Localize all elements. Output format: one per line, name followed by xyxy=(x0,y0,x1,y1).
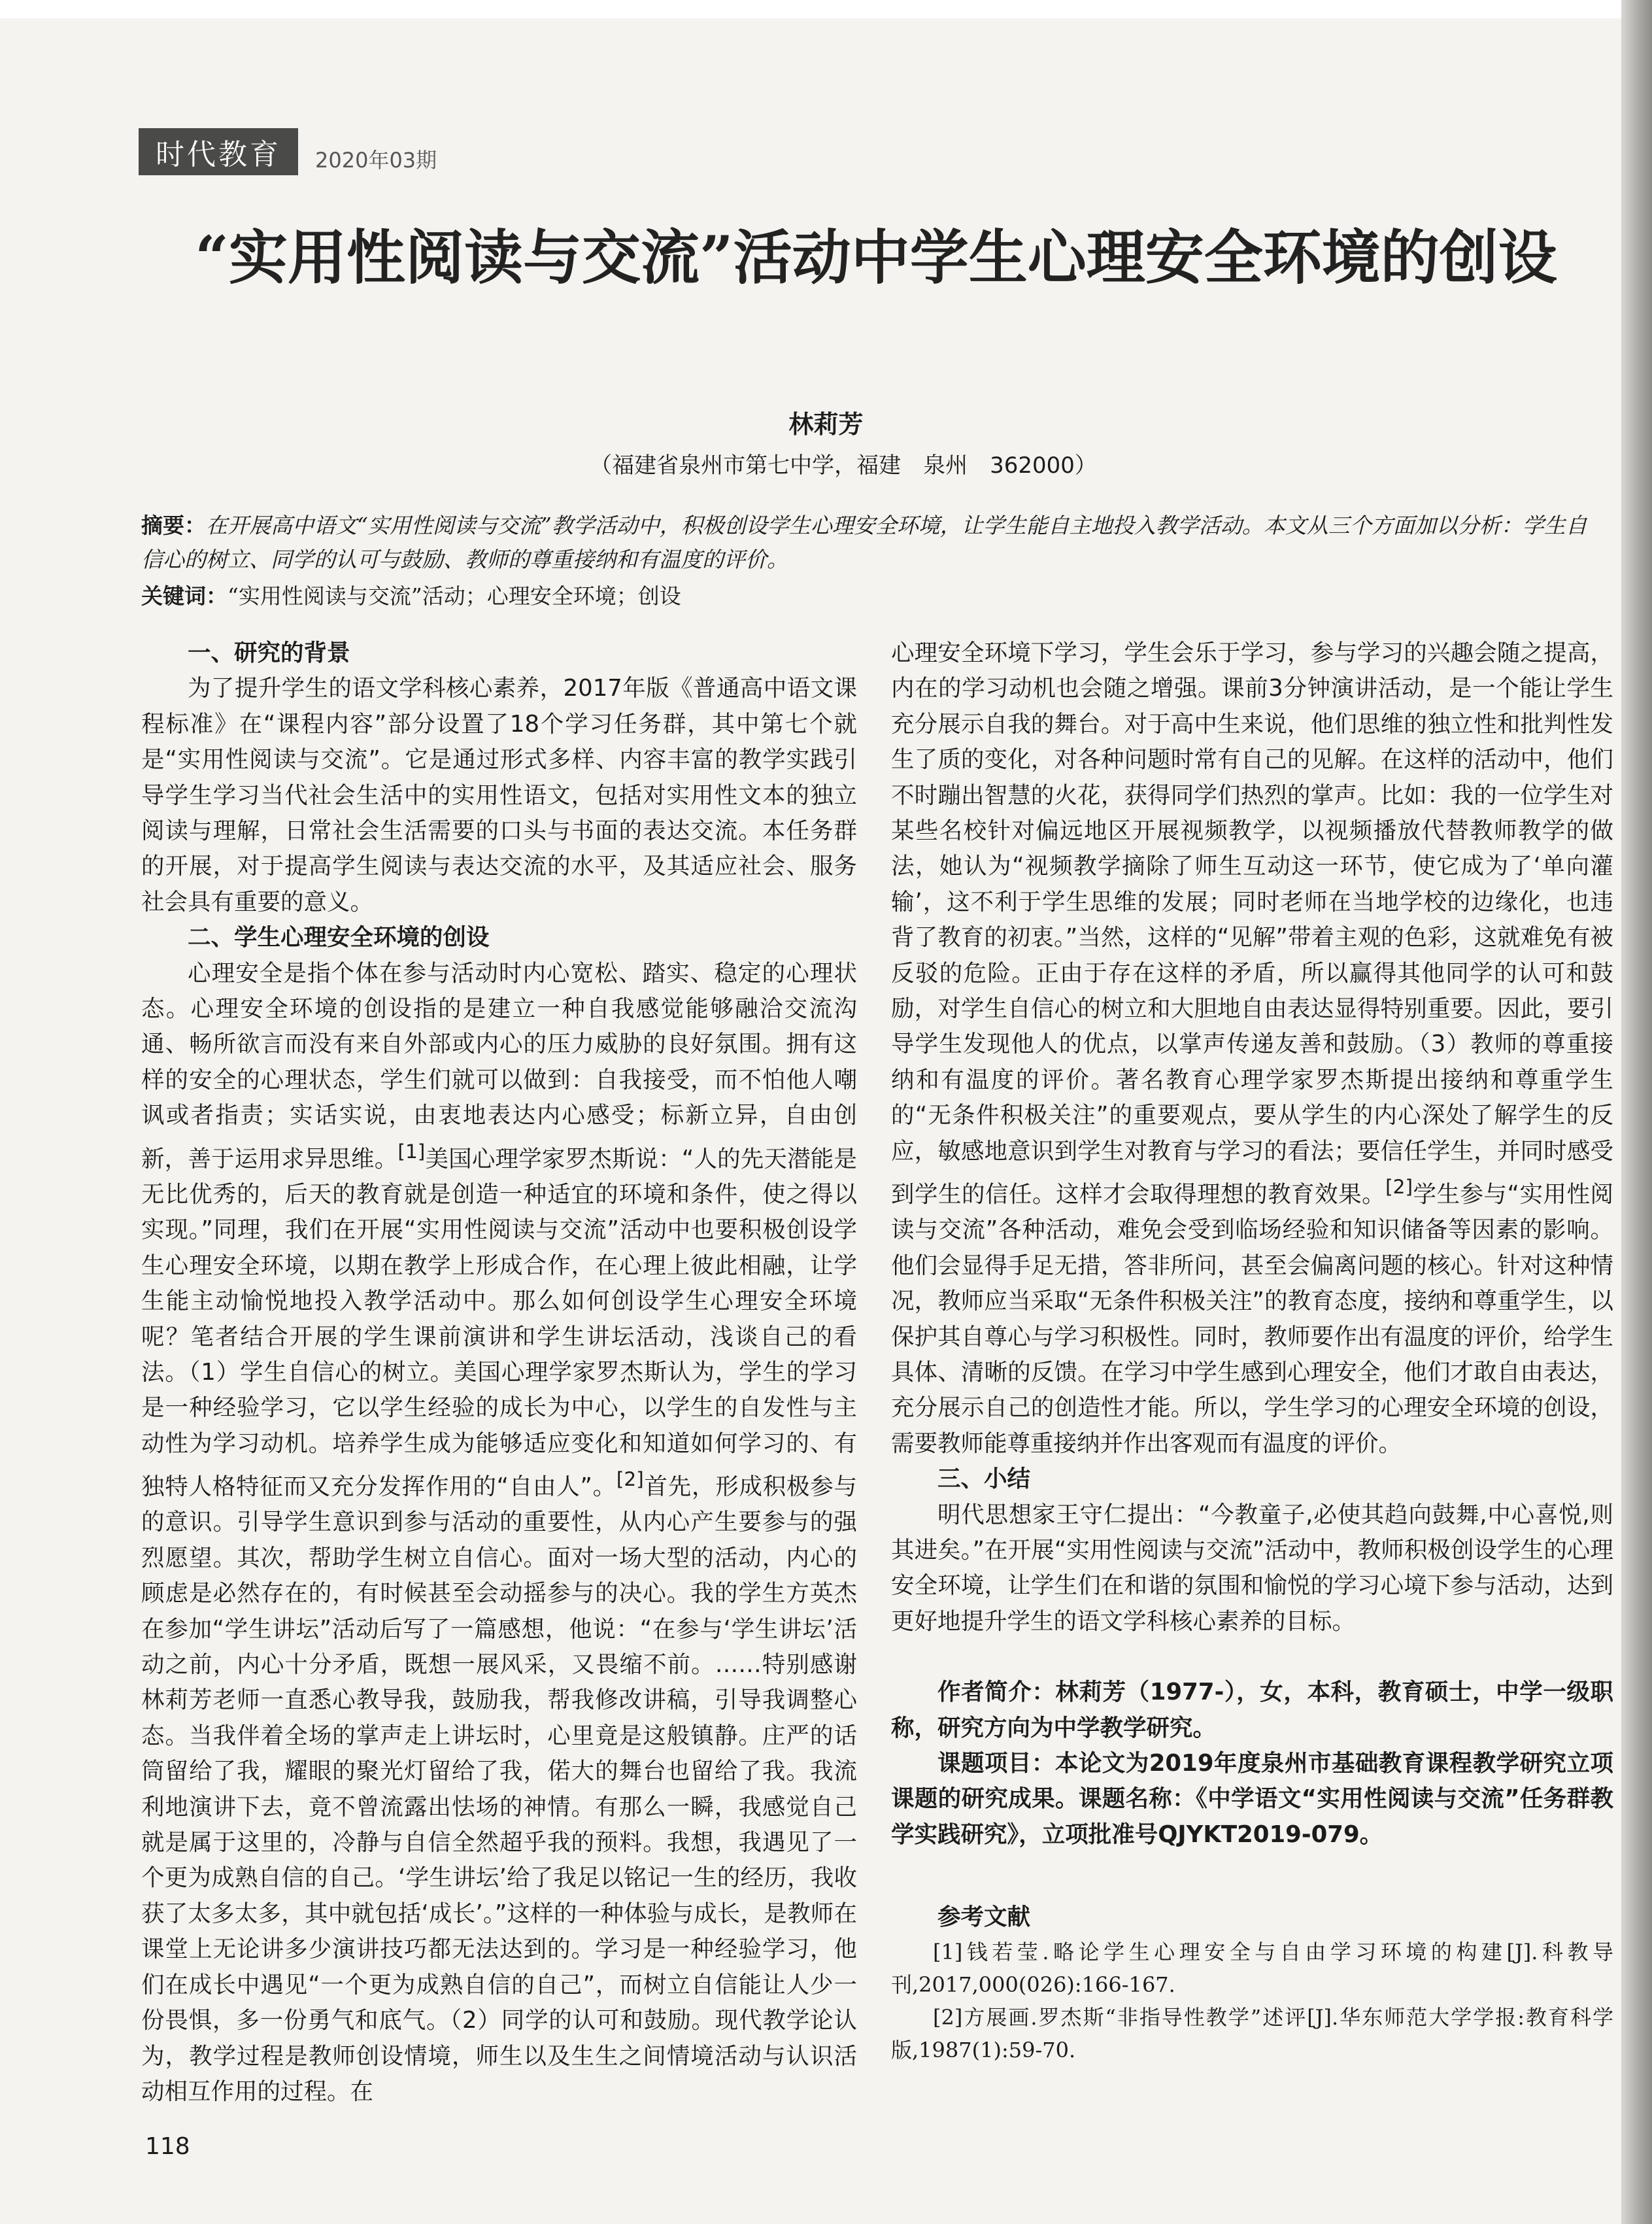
paragraph-text: 首先，形成积极参与的意识。引导学生意识到参与活动的重要性，从内心产生要参与的强烈愿望。其次，帮助学生树立自信心。面对一场大型的活动，内心的顾虑是必然存在的，有时候甚至会动摇参与的决心。我的学生方英杰在参加“学生讲坛”活动后写了一篇感想，他说：“在参与‘学生讲坛’活动之前，内心十分矛盾，既想一展风采，又畏缩不前。……特别感谢林莉芳老师一直悉心教导我，鼓励我，帮我修改讲稿，引导我调整心态。当我伴着全场的掌声走上讲坛时，心里竟是这般镇静。庄严的话筒留给了我，耀眼的聚光灯留给了我，偌大的舞台也留给了我。我流利地演讲下去，竟不曾流露出怯场的神情。有那么一瞬，我感觉自己就是属于这里的，冷静与自信全然超乎我的预料。我想，我遇见了一个更为成熟自信的自己。‘学生讲坛’给了我足以铭记一生的经历，我收获了太多太多，其中就包括‘成长’。”这样的一种体验与成长，是教师在课堂上无论讲多少演讲技巧都无法达到的。学习是一种经验学习，他们在成长中遇见“一个更为成熟自信的自己”，而树立自信能让人少一份畏惧，多一份勇气和底气。（2）同学的认可和鼓励。现代教学论认为，教学过程是教师创设情境，师生以及生生之间情境活动与认识活动相互作用的过程。在 xyxy=(141,1473,857,2105)
right-column xyxy=(891,636,1613,2066)
author-name: 林莉芳 xyxy=(788,410,864,439)
abstract-text: 在开展高中语文“实用性阅读与交流”教学活动中，积极创设学生心理安全环境，让学生能自主地投入教学活动。本文从三个方面加以分析：学生自信心的树立、同学的认可与鼓励、教师的尊重接纳和有温度的评价。 xyxy=(141,513,1587,572)
reference-item: [2]方展画.罗杰斯“非指导性教学”述评[J].华东师范大学学报:教育科学版,1987(1):59-70. xyxy=(891,2004,1613,2062)
journal-header xyxy=(139,128,437,175)
project-info: 课题项目：本论文为2019年度泉州市基础教育课程教学研究立项课题的研究成果。课题名称：《中学语文“实用性阅读与交流”任务群教学实践研究》，立项批准号QJYKT2019-079。 xyxy=(891,1750,1613,1848)
scan-top-edge xyxy=(0,0,1652,18)
section-heading-3: 三、小结 xyxy=(937,1465,1031,1493)
paragraph-summary: 明代思想家王守仁提出：“今教童子,必使其趋向鼓舞,中心喜悦,则其进矣。”在开展“实用性阅读与交流”活动中，教师积极创设学生的心理安全环境，让学生们在和谐的氛围和愉悦的学习心境下参与活动，达到更好地提升学生的语文学科核心素养的目标。 xyxy=(891,1501,1613,1635)
paragraph-text: 美国心理学家罗杰斯说：“人的先天潜能是无比优秀的，后天的教育就是创造一种适宜的环境和条件，使之得以实现。”同理，我们在开展“实用性阅读与交流”活动中也要积极创设学生心理安全环境，以期在教学上形成合作，在心理上彼此相融，让学生能主动愉悦地投入教学活动中。那么如何创设学生心理安全环境呢？笔者结合开展的学生课前演讲和学生讲坛活动，浅谈自己的看法。（1）学生自信心的树立。美国心理学家罗杰斯认为，学生的学习是一种经验学习，它以学生经验的成长为中心，以学生的自发性与主动性为学习动机。培养学生成为能够适应变化和知道如何学习的、有独特人格特征而又充分发挥作用的“自由人”。 xyxy=(141,1145,857,1500)
citation-marker: [1] xyxy=(397,1140,426,1163)
paragraph-background: 为了提升学生的语文学科核心素养，2017年版《普通高中语文课程标准》在“课程内容”部分设置了18个学习任务群，其中第七个就是“实用性阅读与交流”。它是通过形式多样、内容丰富的教学实践引导学生学习当代社会生活中的实用性语文，包括对实用性文本的独立阅读与理解，日常社会生活需要的口头与书面的表达交流。本任务群的开展，对于提高学生阅读与表达交流的水平，及其适应社会、服务社会具有重要的意义。 xyxy=(141,675,857,915)
references-heading: 参考文献 xyxy=(937,1904,1031,1931)
left-column xyxy=(141,636,857,2110)
keywords-text: “实用性阅读与交流”活动；心理安全环境；创设 xyxy=(228,583,681,609)
paragraph-text: 心理安全环境下学习，学生会乐于学习，参与学习的兴趣会随之提高，内在的学习动机也会随之增强。课前3分钟演讲活动，是一个能让学生充分展示自我的舞台。对于高中生来说，他们思维的独立性和批判性发生了质的变化，对各种问题时常有自己的见解。在这样的活动中，他们不时蹦出智慧的火花，获得同学们热烈的掌声。比如：我的一位学生对某些名校针对偏远地区开展视频教学，以视频播放代替教师教学的做法，她认为“视频教学摘除了师生互动这一环节，使它成为了‘单向灌输’，这不利于学生思维的发展；同时老师在当地学校的边缘化，也违背了教育的初衷。”当然，这样的“见解”带着主观的色彩，这就难免有被反驳的危险。正由于存在这样的矛盾，所以赢得其他同学的认可和鼓励，对学生自信心的树立和大胆地自由表达显得特别重要。因此，要引导学生发现他人的优点，以掌声传递友善和鼓励。（3）教师的尊重接纳和有温度的评价。著名教育心理学家罗杰斯提出接纳和尊重学生的“无条件积极关注”的重要观点，要从学生的内心深处了解学生的反应，敏感地意识到学生对教育与学习的看法；要信任学生，并同时感受到学生的信任。这样才会取得理想的教育效果。 xyxy=(891,640,1613,1208)
keywords xyxy=(141,579,1606,613)
section-heading-2: 二、学生心理安全环境的创设 xyxy=(188,924,490,951)
page-number: 118 xyxy=(145,2133,190,2160)
abstract xyxy=(141,509,1606,577)
article-title: “实用性阅读与交流”活动中学生心理安全环境的创设 xyxy=(195,223,1557,292)
paragraph-text: 心理安全是指个体在参与活动时内心宽松、踏实、稳定的心理状态。心理安全环境的创设指的是建立一种自我感觉能够融洽交流沟通、畅所欲言而没有来自外部或内心的压力威胁的良好氛围。拥有这样的安全的心理状态，学生们就可以做到：自我接受，而不怕他人嘲讽或者指责；实话实说，由衷地表达内心感受；标新立异，自由创新，善于运用求异思维。 xyxy=(141,959,857,1172)
keywords-label: 关键词： xyxy=(141,583,228,609)
citation-marker: [2] xyxy=(616,1468,644,1491)
reference-item: [1]钱若莹.略论学生心理安全与自由学习环境的构建[J].科教导刊,2017,000(026):166-167. xyxy=(891,1939,1613,1997)
journal-name: 时代教育 xyxy=(139,128,298,175)
paragraph-text: 学生参与“实用性阅读与交流”各种活动，难免会受到临场经验和知识储备等因素的影响。他们会显得手足无措，答非所问，甚至会偏离问题的核心。针对这种情况，教师应当采取“无条件积极关注”的教育态度，接纳和尊重学生，以保护其自尊心与学习积极性。同时，教师要作出有温度的评价，给学生具体、清晰的反馈。在学习中学生感到心理安全，他们才敢自由表达，充分展示自己的创造性才能。所以，学生学习的心理安全环境的创设，需要教师能尊重接纳并作出客观而有温度的评价。 xyxy=(891,1180,1613,1457)
citation-marker: [2] xyxy=(1385,1176,1413,1199)
section-heading-1: 一、研究的背景 xyxy=(188,640,350,666)
abstract-label: 摘要： xyxy=(141,513,206,538)
author-affiliation: （福建省泉州市第七中学，福建 泉州 362000） xyxy=(590,453,1097,479)
paragraph-continued xyxy=(891,636,1613,1462)
issue-label: 2020年03期 xyxy=(315,148,437,173)
author-bio: 作者简介：林莉芳（1977-），女，本科，教育硕士，中学一级职称，研究方向为中学教学研究。 xyxy=(891,1679,1613,1741)
paragraph-psych-safety xyxy=(141,956,857,2110)
scan-right-edge xyxy=(1621,0,1652,2224)
